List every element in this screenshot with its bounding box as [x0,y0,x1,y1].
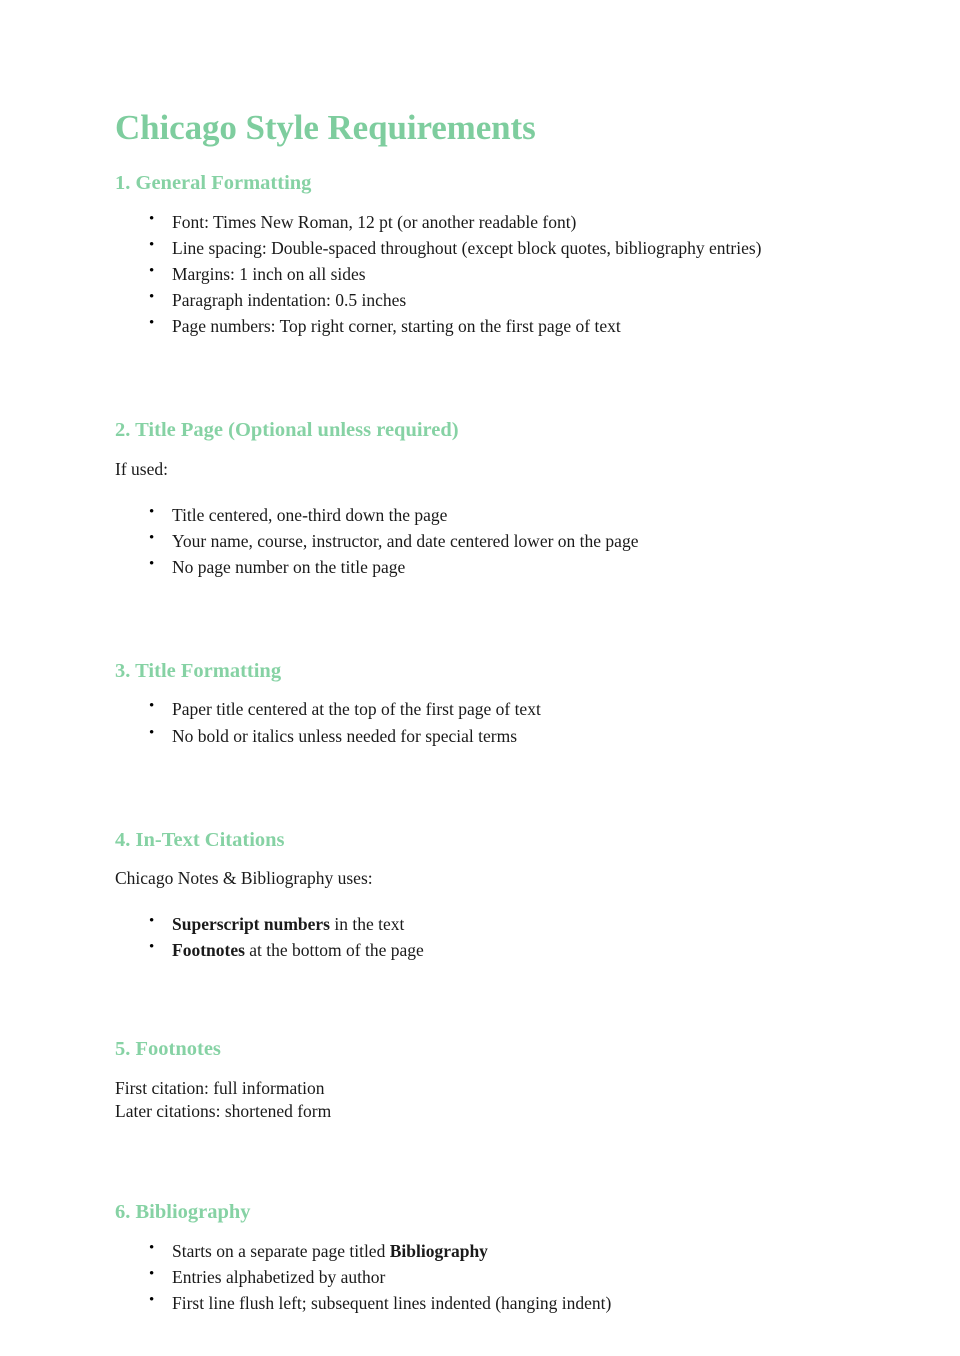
list-item-text: in the text [330,913,405,934]
section-in-text-citations [115,828,845,962]
section-general-formatting [115,171,845,338]
section-footnotes [115,1037,845,1123]
list-item: • Page numbers: Top right corner, starting on the first page of text [115,315,845,338]
list-item: • Margins: 1 inch on all sides [115,263,845,286]
section-lead-text: If used: [115,458,168,479]
list-item: • Paragraph indentation: 0.5 inches [115,289,845,312]
section-spacer [115,751,845,828]
list-item [115,1292,845,1315]
list-item: • Your name, course, instructor, and date centered lower on the page [115,530,845,553]
section-spacer [115,965,845,1037]
list-item: • Font: Times New Roman, 12 pt (or another readable font) [115,211,845,234]
section-spacer [115,582,845,659]
section-heading: 5. Footnotes [115,1038,221,1061]
list-item-text: Entries alphabetized by author [172,1266,386,1287]
paragraph-line: First citation: full information [115,1077,325,1098]
section-bibliography [115,1200,845,1315]
list-item: • Line spacing: Double-spaced throughout (except block quotes, bibliography entries) [115,237,845,260]
bullet-list [115,504,845,579]
section-heading: 1. General Formatting [115,172,312,195]
section-heading: 6. Bibliography [115,1201,251,1224]
bullet-list [115,211,845,338]
list-item: • Title centered, one-third down the page [115,504,845,527]
section-spacer [115,1123,845,1200]
list-item: • No page number on the title page [115,556,845,579]
section-heading: 2. Title Page (Optional unless required) [115,419,459,442]
section-title-formatting [115,659,845,748]
list-item-emphasis: Superscript numbers [172,913,330,934]
list-item-emphasis: Footnotes [172,939,245,960]
paragraph-block [115,1077,845,1124]
list-item [115,939,845,962]
section-heading: 3. Title Formatting [115,659,282,682]
section-title-page [115,418,845,579]
bullet-list [115,698,845,747]
list-item-emphasis: Bibliography [389,1240,488,1261]
list-item: • No bold or italics unless needed for special terms [115,725,845,748]
list-item-text: First line flush left; subsequent lines indented (hanging indent) [172,1293,612,1314]
page-title: Chicago Style Requirements [115,108,536,147]
list-item-text: Starts on a separate page titled [172,1240,390,1261]
section-spacer [115,341,845,418]
bullet-list [115,1240,845,1315]
paragraph-line: Later citations: shortened form [115,1100,332,1121]
list-item [115,913,845,936]
list-item [115,1266,845,1289]
list-item-text: at the bottom of the page [244,939,424,960]
bullet-list [115,913,845,962]
list-item [115,1240,845,1263]
list-item: • Paper title centered at the top of the first page of text [115,698,845,721]
section-heading: 4. In-Text Citations [115,828,285,851]
section-lead-text: Chicago Notes & Bibliography uses: [115,868,373,889]
